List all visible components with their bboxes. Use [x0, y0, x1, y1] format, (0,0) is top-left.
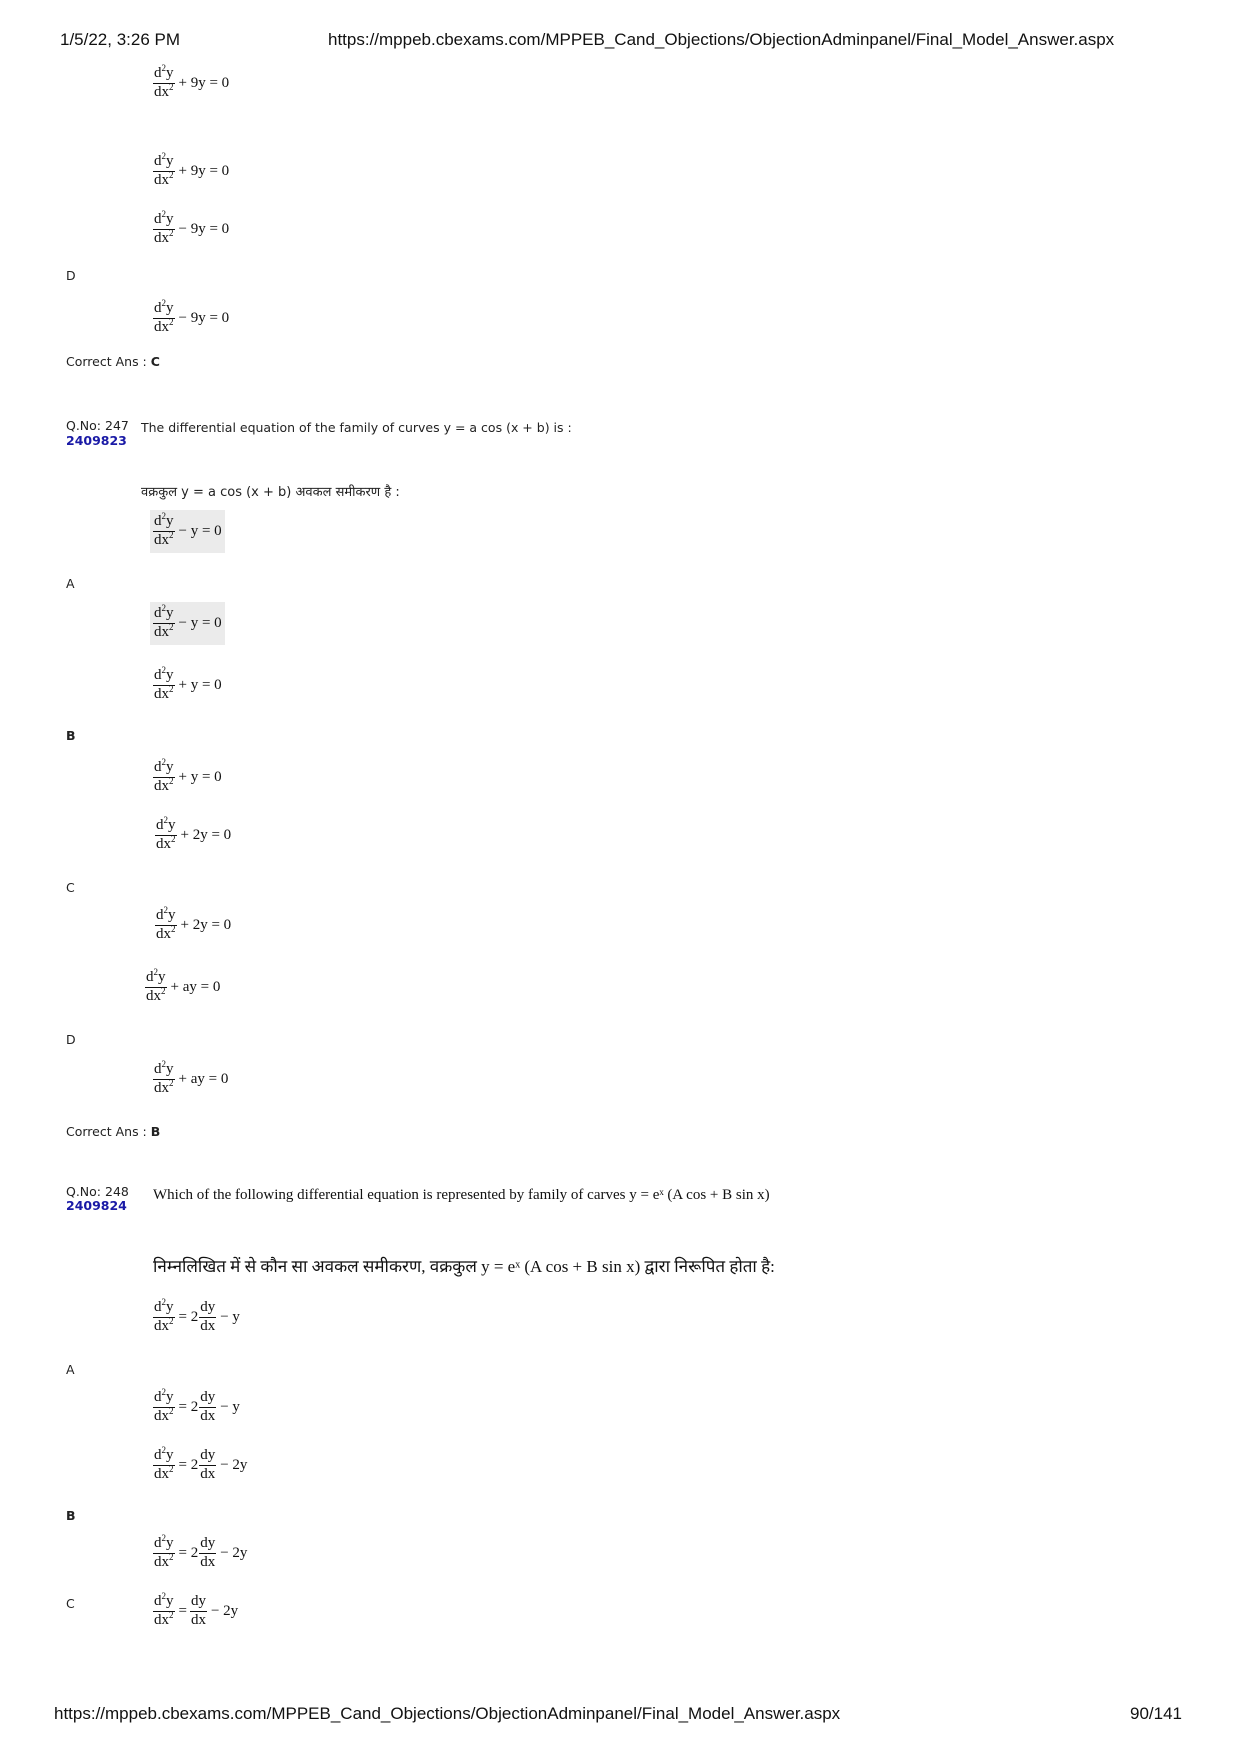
q247-equation-c-question: $\frac{d^2y}{dx^2}$ + 2y = 0	[156, 815, 232, 852]
question-id: 2409823	[66, 433, 127, 448]
q247-equation-b-question: $\frac{d^2y}{dx^2}$ + y = 0	[154, 665, 222, 702]
question-text-hi: वक्रकुल y = a cos (x + b) अवकल समीकरण है :	[141, 485, 400, 500]
q248-equation-a-question: $\frac{d^2y}{dx^2}$ = 2 $\frac{dy}{dx}$ − y	[154, 1297, 240, 1334]
q248-option-label-b: B	[66, 1508, 76, 1523]
q247-option-label-b: B	[66, 728, 76, 743]
question-number: Q.No: 247	[66, 418, 129, 433]
q247-option-label-d: D	[66, 1032, 76, 1047]
prev-equation-top: $\frac{d^2y}{dx^2}$ + 9y = 0	[154, 63, 230, 100]
q247-equation-b: $\frac{d^2y}{dx^2}$ + y = 0	[154, 757, 222, 794]
footer-url: https://mppeb.cbexams.com/MPPEB_Cand_Objections/ObjectionAdminpanel/Final_Model_Answer.aspx	[54, 1704, 841, 1723]
question-text-en: The differential equation of the family of curves y = a cos (x + b) is :	[141, 420, 572, 435]
correct-label: Correct Ans :	[66, 354, 151, 369]
q248-option-label-a: A	[66, 1362, 75, 1377]
page-number: 90/141	[1130, 1704, 1182, 1723]
q247-equation-a: $\frac{d^2y}{dx^2}$ − y = 0	[150, 602, 225, 645]
prev-correct-answer	[66, 354, 160, 369]
q248-equation-b-question: $\frac{d^2y}{dx^2}$ = 2 $\frac{dy}{dx}$ − 2y	[154, 1445, 248, 1482]
q247-option-label-a: A	[66, 576, 75, 591]
q247-equation-c: $\frac{d^2y}{dx^2}$ + 2y = 0	[156, 905, 232, 942]
q248-option-label-c: C	[66, 1596, 75, 1611]
prev-option-label-d: D	[66, 268, 76, 283]
q248-equation-c: $\frac{d^2y}{dx^2}$ = $\frac{dy}{dx}$ − 2y	[154, 1591, 239, 1628]
correct-value: B	[150, 1124, 161, 1139]
q247-equation-d-question: $\frac{d^2y}{dx^2}$ + ay = 0	[146, 967, 221, 1004]
q247-correct-answer	[66, 1124, 160, 1139]
prev-equation-c: $\frac{d^2y}{dx^2}$ + 9y = 0	[154, 151, 230, 188]
correct-label: Correct Ans :	[66, 1124, 151, 1139]
q247-equation-a-question: $\frac{d^2y}{dx^2}$ − y = 0	[150, 510, 225, 553]
q247-option-label-c: C	[66, 880, 75, 895]
prev-equation-d-option: $\frac{d^2y}{dx^2}$ − 9y = 0	[154, 209, 230, 246]
question-text-en: Which of the following differential equation is represented by family of carves y = eˣ (A cos + B sin x)	[153, 1187, 770, 1203]
question-id: 2409824	[66, 1198, 127, 1213]
q247-equation-d: $\frac{d^2y}{dx^2}$ + ay = 0	[154, 1059, 229, 1096]
header-datetime: 1/5/22, 3:26 PM	[60, 30, 181, 49]
q248-equation-a: $\frac{d^2y}{dx^2}$ = 2 $\frac{dy}{dx}$ − y	[154, 1387, 240, 1424]
question-text-hi: निम्नलिखित में से कौन सा अवकल समीकरण, वक्रकुल y = eˣ (A cos + B sin x) द्वारा निरूपित होता है:	[153, 1257, 775, 1276]
header-url: https://mppeb.cbexams.com/MPPEB_Cand_Objections/ObjectionAdminpanel/Final_Model_Answer.aspx	[328, 30, 1115, 49]
question-number: Q.No: 248	[66, 1184, 129, 1199]
prev-equation-d: $\frac{d^2y}{dx^2}$ − 9y = 0	[154, 298, 230, 335]
correct-value: C	[150, 354, 160, 369]
q248-equation-b: $\frac{d^2y}{dx^2}$ = 2 $\frac{dy}{dx}$ − 2y	[154, 1533, 248, 1570]
